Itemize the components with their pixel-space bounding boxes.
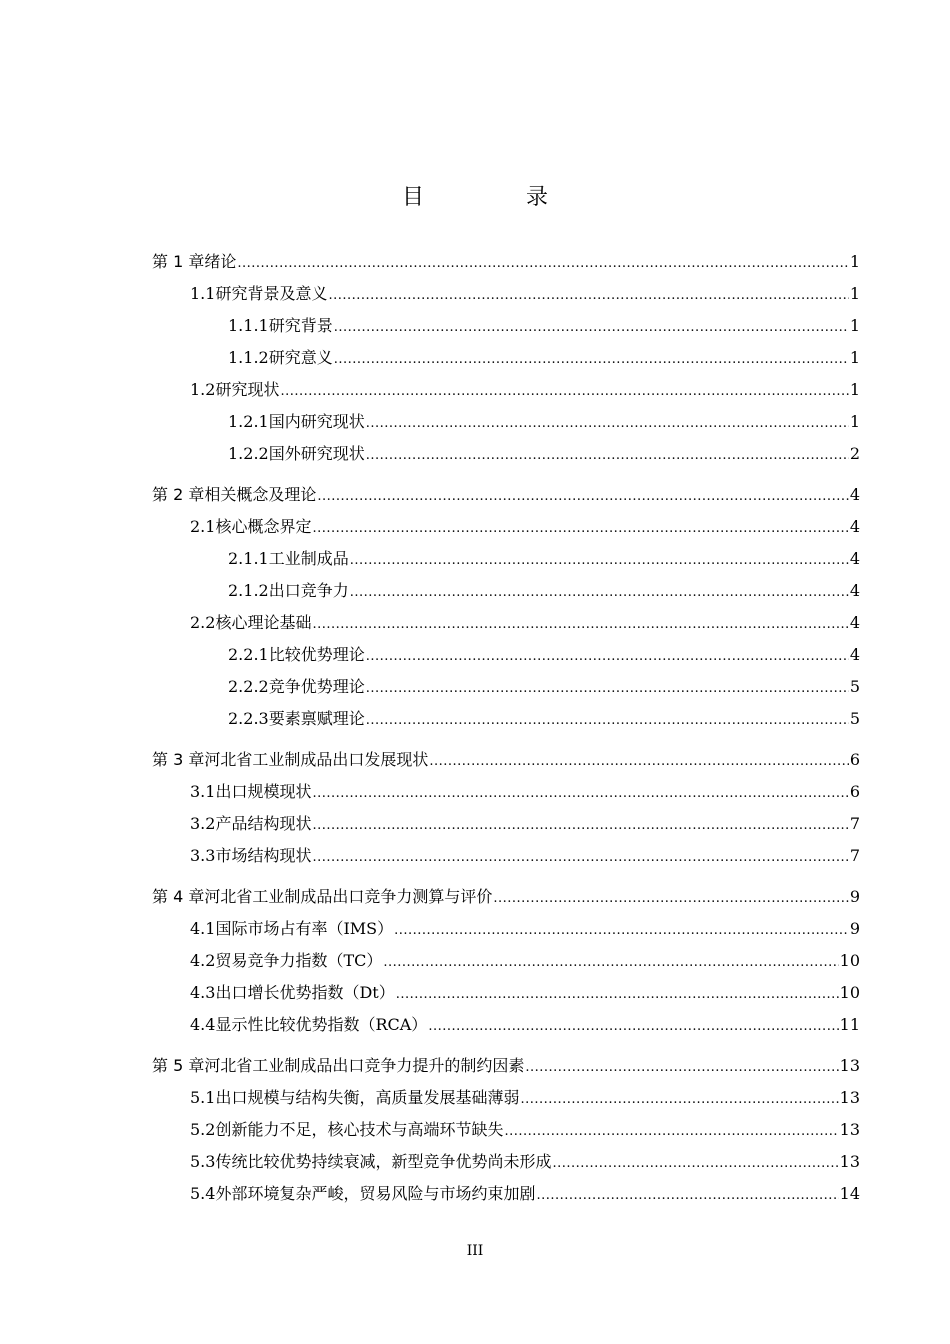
chapter-number: 第 5 章 xyxy=(152,1056,205,1075)
toc-section-entry[interactable] xyxy=(152,1114,860,1146)
section-number: 1.2.2 xyxy=(228,444,269,463)
page-ref: 13 xyxy=(839,1120,860,1139)
section-number: 2.1.1 xyxy=(228,549,269,568)
section-number: 4.4 xyxy=(190,1015,216,1034)
toc-section-entry[interactable] xyxy=(152,511,860,543)
section-title: 国内研究现状 xyxy=(268,412,365,431)
section-title: 国际市场占有率（IMS） xyxy=(215,919,394,938)
dot-leader xyxy=(312,513,848,545)
toc-title: 目 录 xyxy=(401,185,588,210)
dot-leader xyxy=(493,883,848,915)
dot-leader xyxy=(366,705,849,737)
toc-subsection-entry[interactable] xyxy=(152,406,860,438)
dot-leader xyxy=(428,1011,838,1043)
toc-section-entry[interactable] xyxy=(152,1146,860,1178)
section-title: 竞争优势理论 xyxy=(268,677,365,696)
toc-section-entry[interactable] xyxy=(152,1082,860,1114)
dot-leader xyxy=(366,641,849,673)
toc-section-entry[interactable] xyxy=(152,776,860,808)
section-title: 要素禀赋理论 xyxy=(268,709,365,728)
dot-leader xyxy=(525,1052,838,1084)
section-title: 出口规模现状 xyxy=(215,782,312,801)
section-title: 产品结构现状 xyxy=(215,814,312,833)
section-number: 5.1 xyxy=(190,1088,216,1107)
section-number: 3.2 xyxy=(190,814,216,833)
toc-chapter-entry[interactable] xyxy=(152,881,860,913)
dot-leader xyxy=(334,312,849,344)
dot-leader xyxy=(383,947,838,979)
dot-leader xyxy=(317,481,848,513)
dot-leader xyxy=(366,408,849,440)
toc-section-entry[interactable] xyxy=(152,374,860,406)
section-number: 4.1 xyxy=(190,919,216,938)
section-title: 出口规模与结构失衡，高质量发展基础薄弱 xyxy=(215,1088,520,1107)
dot-leader xyxy=(312,609,848,641)
dot-leader xyxy=(366,440,849,472)
page-ref: 2 xyxy=(849,444,860,463)
section-number: 2.1.2 xyxy=(228,581,269,600)
page-ref: 9 xyxy=(849,887,860,906)
section-number: 1.1.2 xyxy=(228,348,269,367)
toc-subsection-entry[interactable] xyxy=(152,639,860,671)
dot-leader xyxy=(552,1148,838,1180)
section-number: 1.1 xyxy=(190,284,216,303)
page-ref: 1 xyxy=(849,380,860,399)
toc-subsection-entry[interactable] xyxy=(152,310,860,342)
section-number: 5.4 xyxy=(190,1184,216,1203)
page-ref: 4 xyxy=(849,613,860,632)
toc-section-entry[interactable] xyxy=(152,607,860,639)
page-ref: 6 xyxy=(849,782,860,801)
toc-subsection-entry[interactable] xyxy=(152,671,860,703)
dot-leader xyxy=(536,1180,838,1212)
page-ref: 14 xyxy=(839,1184,860,1203)
section-title: 研究背景 xyxy=(268,316,333,335)
dot-leader xyxy=(504,1116,838,1148)
section-title: 市场结构现状 xyxy=(215,846,312,865)
page-ref: 1 xyxy=(849,284,860,303)
section-title: 创新能力不足，核心技术与高端环节缺失 xyxy=(215,1120,504,1139)
page-ref: 4 xyxy=(849,581,860,600)
section-number: 4.3 xyxy=(190,983,216,1002)
dot-leader xyxy=(328,280,848,312)
chapter-number: 第 3 章 xyxy=(152,750,205,769)
page-ref: 13 xyxy=(839,1056,860,1075)
section-number: 3.1 xyxy=(190,782,216,801)
dot-leader xyxy=(366,673,849,705)
section-number: 1.2 xyxy=(190,380,216,399)
dot-leader xyxy=(396,979,839,1011)
toc-section-entry[interactable] xyxy=(152,913,860,945)
toc-chapter-entry[interactable] xyxy=(152,744,860,776)
dot-leader xyxy=(429,746,848,778)
section-title: 工业制成品 xyxy=(268,549,349,568)
section-number: 2.2 xyxy=(190,613,216,632)
toc-chapter-entry[interactable] xyxy=(152,479,860,511)
chapter-title: 河北省工业制成品出口发展现状 xyxy=(204,750,429,769)
section-title: 国外研究现状 xyxy=(268,444,365,463)
section-number: 5.3 xyxy=(190,1152,216,1171)
dot-leader xyxy=(237,248,848,280)
section-title: 研究意义 xyxy=(268,348,333,367)
dot-leader xyxy=(394,915,849,947)
dot-leader xyxy=(312,778,848,810)
chapter-title: 绪论 xyxy=(204,252,237,271)
chapter-number: 第 4 章 xyxy=(152,887,205,906)
toc-section-entry[interactable] xyxy=(152,945,860,977)
dot-leader xyxy=(334,344,849,376)
toc-section-entry[interactable] xyxy=(152,977,860,1009)
section-number: 3.3 xyxy=(190,846,216,865)
page-ref: 13 xyxy=(839,1088,860,1107)
page-ref: 1 xyxy=(849,252,860,271)
section-number: 2.2.1 xyxy=(228,645,269,664)
page-ref: 4 xyxy=(849,485,860,504)
toc-section-entry[interactable] xyxy=(152,278,860,310)
section-title: 研究背景及意义 xyxy=(215,284,328,303)
chapter-title: 相关概念及理论 xyxy=(204,485,317,504)
dot-leader xyxy=(350,577,849,609)
page-ref: 11 xyxy=(839,1015,860,1034)
section-title: 传统比较优势持续衰减，新型竞争优势尚未形成 xyxy=(215,1152,552,1171)
toc-subsection-entry[interactable] xyxy=(152,438,860,470)
section-number: 5.2 xyxy=(190,1120,216,1139)
page-ref: 5 xyxy=(849,677,860,696)
section-number: 2.2.3 xyxy=(228,709,269,728)
toc-subsection-entry[interactable] xyxy=(152,342,860,374)
dot-leader xyxy=(312,842,848,874)
page-ref: 7 xyxy=(849,814,860,833)
toc-subsection-entry[interactable] xyxy=(152,703,860,735)
chapter-title: 河北省工业制成品出口竞争力测算与评价 xyxy=(204,887,493,906)
page-number: III xyxy=(466,1243,484,1259)
dot-leader xyxy=(350,545,849,577)
page-ref: 9 xyxy=(849,919,860,938)
page-ref: 10 xyxy=(839,983,860,1002)
toc-chapter-entry[interactable] xyxy=(152,246,860,278)
section-number: 1.1.1 xyxy=(228,316,269,335)
page-ref: 10 xyxy=(839,951,860,970)
toc-section-entry[interactable] xyxy=(152,1009,860,1041)
dot-leader xyxy=(280,376,848,408)
page-ref: 7 xyxy=(849,846,860,865)
chapter-title: 河北省工业制成品出口竞争力提升的制约因素 xyxy=(204,1056,525,1075)
section-title: 比较优势理论 xyxy=(268,645,365,664)
page-ref: 1 xyxy=(849,412,860,431)
page-ref: 4 xyxy=(849,645,860,664)
section-title: 核心理论基础 xyxy=(215,613,312,632)
page-ref: 1 xyxy=(849,348,860,367)
section-number: 2.1 xyxy=(190,517,216,536)
dot-leader xyxy=(312,810,848,842)
section-title: 出口竞争力 xyxy=(268,581,349,600)
section-number: 4.2 xyxy=(190,951,216,970)
section-title: 核心概念界定 xyxy=(215,517,312,536)
page-ref: 13 xyxy=(839,1152,860,1171)
section-number: 1.2.1 xyxy=(228,412,269,431)
page-ref: 4 xyxy=(849,517,860,536)
page-ref: 5 xyxy=(849,709,860,728)
section-title: 显示性比较优势指数（RCA） xyxy=(215,1015,428,1034)
dot-leader xyxy=(520,1084,838,1116)
toc-section-entry[interactable] xyxy=(152,808,860,840)
toc-section-entry[interactable] xyxy=(152,1178,860,1210)
section-number: 2.2.2 xyxy=(228,677,269,696)
toc-chapter-entry[interactable] xyxy=(152,1050,860,1082)
section-title: 外部环境复杂严峻，贸易风险与市场约束加剧 xyxy=(215,1184,536,1203)
section-title: 贸易竞争力指数（TC） xyxy=(215,951,383,970)
toc-subsection-entry[interactable] xyxy=(152,575,860,607)
page-ref: 4 xyxy=(849,549,860,568)
chapter-number: 第 2 章 xyxy=(152,485,205,504)
toc-subsection-entry[interactable] xyxy=(152,543,860,575)
section-title: 出口增长优势指数（Dt） xyxy=(215,983,395,1002)
page-ref: 1 xyxy=(849,316,860,335)
section-title: 研究现状 xyxy=(215,380,280,399)
page-ref: 6 xyxy=(849,750,860,769)
table-of-contents xyxy=(152,246,860,1210)
chapter-number: 第 1 章 xyxy=(152,252,205,271)
toc-section-entry[interactable] xyxy=(152,840,860,872)
